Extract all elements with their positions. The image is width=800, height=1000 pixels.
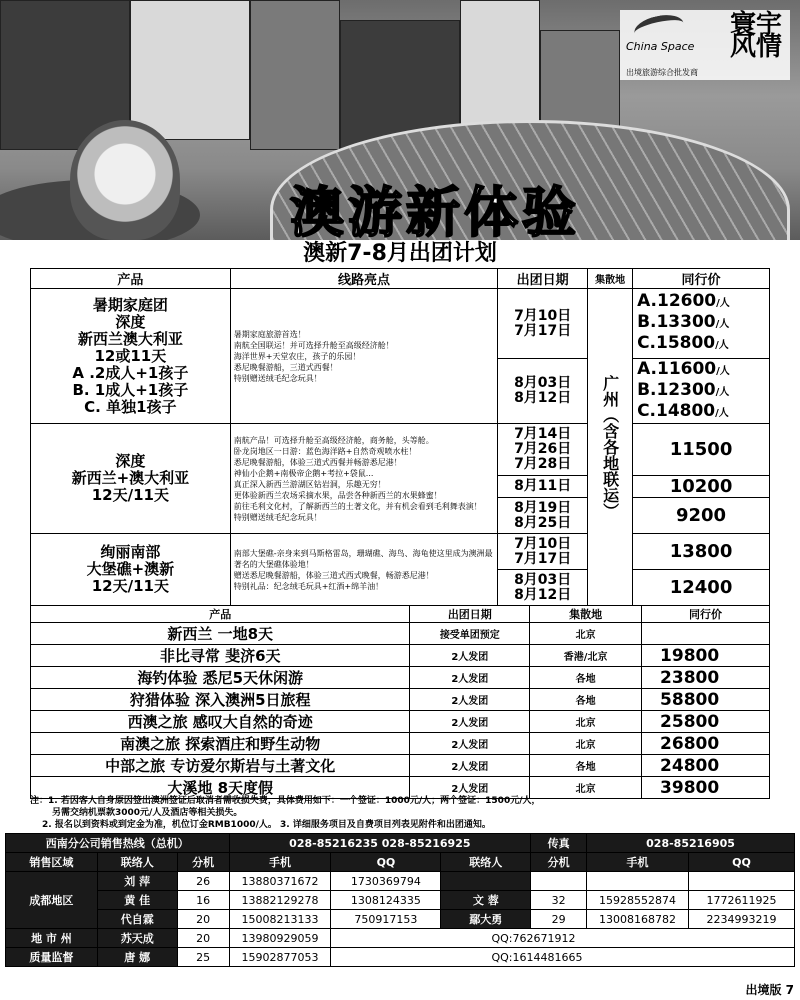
tour-hub: 北京	[530, 777, 642, 799]
product-line: 绚丽南部	[100, 543, 161, 561]
col-header: 手机	[229, 853, 331, 872]
contact-qq[interactable]: 1772611925	[689, 891, 795, 910]
date-cell	[498, 534, 588, 570]
date: 7月10日	[514, 535, 572, 552]
tours-table	[30, 605, 770, 799]
tour-date: 2人发团	[410, 777, 530, 799]
date: 8月03日	[514, 571, 572, 588]
tour-hub: 各地	[530, 755, 642, 777]
table-row	[31, 623, 770, 645]
schedule-section	[30, 240, 770, 605]
col-header: 出团日期	[410, 606, 530, 623]
building	[130, 0, 250, 140]
contact-ext: 25	[177, 948, 229, 967]
highlight-line: 特别礼品：纪念绒毛玩具+红酒+绵羊油！	[233, 581, 384, 591]
tour-hub: 各地	[530, 667, 642, 689]
price: A.12600	[637, 291, 717, 311]
tour-name: 中部之旅 专访爱尔斯岩与土著文化	[31, 755, 410, 777]
contact-qq[interactable]: 750917153	[331, 910, 441, 929]
contact-ext: 26	[177, 872, 229, 891]
date-cell	[498, 289, 588, 359]
highlight-line: 悉尼晚餐游船，体验三道式西餐并畅游悉尼港！	[233, 457, 402, 467]
table-row	[31, 755, 770, 777]
table-row	[31, 733, 770, 755]
tour-name: 狩猎体验 深入澳洲5日旅程	[31, 689, 410, 711]
highlight-line: 真正深入新西兰游湖区钻岩洞，乐趣无穷！	[233, 479, 386, 489]
tour-price: 19800	[642, 645, 770, 667]
product-cell	[31, 424, 231, 534]
tour-hub: 北京	[530, 623, 642, 645]
product-line: 12或11天	[94, 346, 167, 365]
product-line: 深度	[115, 312, 146, 331]
col-header: QQ	[689, 853, 795, 872]
contact-qq[interactable]: 2234993219	[689, 910, 795, 929]
product-line: A .2成人+1孩子	[72, 363, 189, 382]
date: 8月19日	[514, 499, 572, 516]
highlight-line: 特别赠送绒毛纪念玩具！	[233, 373, 322, 383]
tour-date: 2人发团	[410, 645, 530, 667]
tour-hub: 各地	[530, 689, 642, 711]
contact-qq[interactable]: 1730369794	[331, 872, 441, 891]
highlights-cell	[230, 424, 498, 534]
schedule-table	[30, 268, 770, 606]
date: 8月12日	[514, 586, 572, 603]
col-header: QQ	[331, 853, 441, 872]
contact-name: 唐 娜	[97, 948, 177, 967]
col-header: 集散地	[588, 269, 633, 289]
price: C.15800	[637, 333, 716, 353]
tour-date: 2人发团	[410, 755, 530, 777]
unit: /人	[715, 386, 730, 398]
price-cell: 13800	[633, 534, 770, 570]
contact-qq[interactable]: 1308124335	[331, 891, 441, 910]
product-line: 新西兰澳大利亚	[77, 329, 183, 348]
date: 7月10日	[514, 307, 572, 324]
logo-slogan: 出境旅游综合批发商	[626, 68, 698, 77]
product-line: 深度	[115, 452, 146, 470]
price-cell	[633, 359, 770, 424]
product-line: 大堡礁+澳新	[86, 560, 175, 578]
unit: /人	[715, 407, 729, 419]
fax-label: 传真	[531, 834, 587, 853]
unit: /人	[715, 340, 729, 351]
col-header: 产品	[31, 269, 231, 289]
tour-price: 26800	[642, 733, 770, 755]
highlight-line: 赠送悉尼晚餐游船，体验三道式西式晚餐，畅游悉尼港！	[233, 570, 434, 580]
price: B.12300	[637, 379, 716, 400]
product-cell	[31, 534, 231, 606]
contact-qq[interactable]: QQ:1614481665	[331, 948, 795, 967]
contact-name: 文 蓉	[441, 891, 531, 910]
highlight-line: 南部大堡礁-亲身来到马斯格雷岛，珊瑚礁、海鸟、海龟使这里成为澳洲最著名的大堡礁体验地！	[233, 548, 493, 569]
logo-en: China Space	[626, 40, 695, 53]
col-header: 集散地	[530, 606, 642, 623]
highlight-line: 南航产品！可选择升舱至高级经济舱，商务舱，头等舱。	[233, 435, 434, 445]
highlight-line: 前往毛利文化村，了解新西兰的土著文化，并有机会看到毛利舞表演！	[233, 501, 482, 511]
building	[460, 0, 540, 140]
tour-date: 接受单团预定	[410, 623, 530, 645]
note-line: 另需交纳机票款3000元/人及酒店等相关损失。	[52, 808, 243, 818]
price: B.13300	[637, 312, 716, 332]
table-row	[31, 645, 770, 667]
col-header: 出团日期	[498, 269, 588, 289]
contact-mobile[interactable]	[587, 872, 689, 891]
region-label: 成都地区	[6, 872, 98, 929]
highlight-line: 卧龙岗地区一日游：蓝色海洋路+自然奇观喷水柱！	[233, 446, 417, 456]
contact-ext	[531, 872, 587, 891]
tour-price: 39800	[642, 777, 770, 799]
product-cell	[31, 289, 231, 424]
tour-hub: 北京	[530, 733, 642, 755]
contact-mobile[interactable]: 15902877053	[229, 948, 331, 967]
gathering-cell	[588, 289, 633, 606]
logo-cn: 寰宇 风情	[729, 10, 782, 62]
col-header: 手机	[587, 853, 689, 872]
price: C.14800	[637, 400, 716, 421]
contact-name: 刘 萍	[97, 872, 177, 891]
tour-name: 西澳之旅 感叹大自然的奇迹	[31, 711, 410, 733]
contact-ext: 16	[177, 891, 229, 910]
schedule-title: 澳新7-8月出团计划	[303, 241, 497, 266]
region-label: 地 市 州	[6, 929, 98, 948]
tour-name: 新西兰 一地8天	[31, 623, 410, 645]
tour-hub: 香港/北京	[530, 645, 642, 667]
table-row	[31, 667, 770, 689]
col-header: 联络人	[441, 853, 531, 872]
date: 8月11日	[514, 478, 572, 494]
table-row	[31, 689, 770, 711]
unit: /人	[715, 319, 730, 330]
date: 8月25日	[514, 514, 572, 531]
contact-ext: 29	[531, 910, 587, 929]
contact-mobile[interactable]: 15008213133	[229, 910, 331, 929]
tour-date: 2人发团	[410, 711, 530, 733]
price-cell: 11500	[633, 424, 770, 476]
tour-date: 2人发团	[410, 689, 530, 711]
col-header: 同行价	[633, 269, 770, 289]
product-line: C. 单独1孩子	[84, 397, 177, 416]
col-header: 产品	[31, 606, 410, 623]
tour-name: 大溪地 8天度假	[31, 777, 410, 799]
price: A.11600	[637, 358, 717, 379]
tour-name: 非比寻常 斐济6天	[31, 645, 410, 667]
company-logo	[620, 10, 790, 80]
terms-notes	[30, 795, 770, 831]
highlight-line: 南航全国联运！并可选择升舱至高级经济舱！	[233, 340, 394, 350]
contact-mobile[interactable]: 13880371672	[229, 872, 331, 891]
contact-ext: 20	[177, 929, 229, 948]
date: 8月03日	[514, 375, 572, 391]
col-header: 分机	[177, 853, 229, 872]
tour-price	[642, 623, 770, 645]
contact-name: 苏天成	[97, 929, 177, 948]
tour-price: 58800	[642, 689, 770, 711]
product-line: 暑期家庭团	[92, 295, 168, 314]
col-header: 分机	[531, 853, 587, 872]
contact-qq[interactable]	[689, 872, 795, 891]
contact-name: 黄 佳	[97, 891, 177, 910]
fax-number[interactable]: 028-85216905	[587, 834, 795, 853]
hero-title: 澳游新体验	[290, 180, 580, 240]
hero-banner	[0, 0, 800, 240]
price-cell	[633, 289, 770, 359]
date: 7月28日	[514, 456, 572, 472]
date-cell	[498, 476, 588, 498]
tour-name: 海钓体验 悉尼5天休闲游	[31, 667, 410, 689]
date: 7月17日	[514, 550, 572, 567]
contact-mobile[interactable]: 13008168782	[587, 910, 689, 929]
unit: /人	[716, 365, 730, 377]
contact-mobile[interactable]: 15928552874	[587, 891, 689, 910]
col-header: 联络人	[97, 853, 177, 872]
region-label: 质量监督	[6, 948, 98, 967]
contact-table	[5, 833, 795, 967]
price-cell: 9200	[633, 498, 770, 534]
contact-ext: 20	[177, 910, 229, 929]
date: 7月14日	[514, 426, 572, 442]
page-footer: 出境版 7	[745, 983, 794, 997]
contact-name: 鄢大勇	[441, 910, 531, 929]
building	[250, 0, 340, 150]
contact-qq[interactable]: QQ:762671912	[331, 929, 795, 948]
col-header: 线路亮点	[230, 269, 498, 289]
contact-ext: 32	[531, 891, 587, 910]
date-cell	[498, 424, 588, 476]
date-cell	[498, 359, 588, 424]
contact-mobile[interactable]: 13882129278	[229, 891, 331, 910]
hotline-number[interactable]: 028-85216235 028-85216925	[229, 834, 531, 853]
note-line: 2. 报名以到资料或到定金为准，机位订金RMB1000/人。 3. 详细服务项目及自费项目列表见附件和出团通知。	[42, 820, 491, 830]
date: 7月26日	[514, 441, 572, 457]
highlights-cell	[230, 534, 498, 606]
date-cell	[498, 570, 588, 606]
note-line: 注：1. 若因客人自身原因签出澳洲签证后取消者需收损失费，具体费用如下：一个签证：1000元/人；两个签证：1500元/人，	[30, 796, 541, 806]
highlight-line: 海洋世界+天堂农庄，孩子的乐园！	[233, 351, 361, 361]
date-cell	[498, 498, 588, 534]
unit: /人	[716, 298, 730, 309]
contact-name: 代自霖	[97, 910, 177, 929]
price-cell: 12400	[633, 570, 770, 606]
tour-hub: 北京	[530, 711, 642, 733]
contact-mobile[interactable]: 13980929059	[229, 929, 331, 948]
col-header: 同行价	[642, 606, 770, 623]
highlight-line: 悉尼晚餐游船，三道式西餐！	[233, 362, 338, 372]
table-row	[31, 711, 770, 733]
date: 7月17日	[514, 322, 572, 339]
product-line: B. 1成人+1孩子	[72, 380, 189, 399]
product-line: 新西兰+澳大利亚	[71, 469, 190, 487]
price-cell: 10200	[633, 476, 770, 498]
contact-name	[441, 872, 531, 891]
product-line: 12天/11天	[91, 577, 169, 595]
tour-price: 25800	[642, 711, 770, 733]
gathering-text: 广州（含各地联运）	[600, 375, 620, 519]
girl-photo	[70, 120, 180, 240]
highlights-cell	[230, 289, 498, 424]
tour-price: 24800	[642, 755, 770, 777]
col-header: 销售区域	[6, 853, 98, 872]
highlight-line: 更体验新西兰农场采摘水果，品尝各种新西兰的水果蜂蜜！	[233, 490, 442, 500]
tour-date: 2人发团	[410, 667, 530, 689]
highlight-line: 神仙小企鹅+南极帝企鹅+考拉+袋鼠...	[233, 468, 374, 478]
tour-price: 23800	[642, 667, 770, 689]
product-line: 12天/11天	[91, 486, 169, 504]
date: 8月12日	[514, 390, 572, 406]
highlight-line: 暑期家庭旅游首选！	[233, 329, 306, 339]
highlight-line: 特别赠送绒毛纪念玩具！	[233, 512, 322, 522]
tour-date: 2人发团	[410, 733, 530, 755]
hotline-label: 西南分公司销售热线（总机）	[6, 834, 230, 853]
tour-name: 南澳之旅 探索酒庄和野生动物	[31, 733, 410, 755]
